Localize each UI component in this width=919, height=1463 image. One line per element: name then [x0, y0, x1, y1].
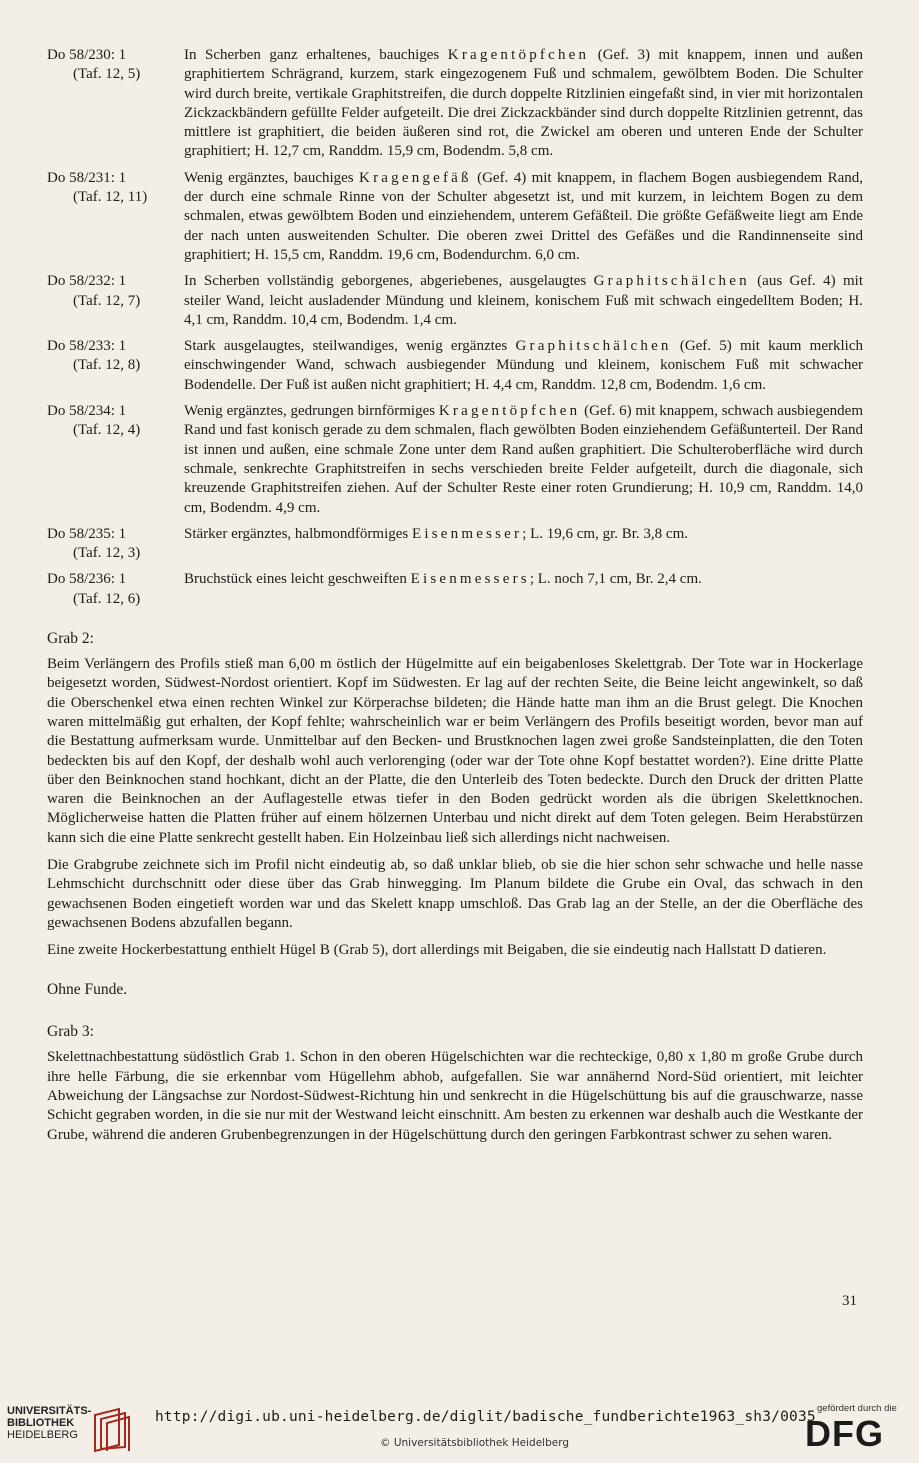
plate-reference: (Taf. 12, 11): [73, 189, 148, 206]
catalogue-entry: [47, 525, 863, 564]
catalogue-entry: [47, 272, 863, 330]
catalogue-number: Do 58/231: 1 (Taf. 12, 11): [47, 169, 184, 265]
grab-2-paragraph: Eine zweite Hockerbestattung enthielt Hügel B (Grab 5), dort allerdings mit Beigaben, die sie eindeutig nach Hallstatt D datieren.: [47, 942, 827, 959]
page-number: 31: [842, 1293, 857, 1309]
entry-description: Wenig ergänztes, bauchiges Kragengefäß (Gef. 4) mit knappem, in flachem Bogen ausbiegendem Rand, der durch eine schmale Rinne von der Schulter abgesetzt ist, und mit kurzem, in leichtem Bogen zu dem schmalen, etwas gewölbtem Boden und einziehendem, unterem Gefäßteil. Die größte Gefäßweite liegt am Ende der nach unten ausweitenden Schulter. Die oberen zwei Drittel des Gefäßes und die Randinnenseite sind graphitiert; H. 15,5 cm, Randdm. 19,6 cm, Bodendurchm. 6,0 cm.: [184, 169, 864, 263]
grab-3-paragraph: Skelettnachbestattung südöstlich Grab 1. Schon in den oberen Hügelschichten war die rechteckige, 0,80 x 1,80 m große Grube durch ihre helle Färbung, die sie erkennbar vom Hügellehm abhob, aufgefallen. Sie war annähernd Nord-Süd orientiert, mit leichter Abweichung der Längsachse zur Nordost-Südwest-Richtung hin und senkrecht in die Hügelschüttung bis auf die grauschwarze, nasse Schicht gegraben worden, in die sie nur mit der Westwand leicht einschnitt. Am besten zu erkennen war deshalb auch die Westkante der Grube, während die anderen Grubenbegrenzungen in der Hügelschüttung durch den geringen Farbkontrast schwer zu sehen waren.: [47, 1049, 863, 1143]
catalogue-entry: [47, 402, 863, 518]
object-name: Kragengefäß: [359, 169, 472, 186]
plate-reference: (Taf. 12, 3): [73, 545, 141, 562]
catalogue-number: Do 58/234: 1 (Taf. 12, 4): [47, 402, 184, 518]
object-name: Eisenmessers: [410, 571, 530, 588]
grab-2-paragraph: Beim Verlängern des Profils stieß man 6,00 m östlich der Hügelmitte auf ein beigabenloses Skelettgrab. Der Tote war in Hockerlage beigesetzt worden, Südwest-Nordost orientiert. Kopf im Südwesten. Er lag auf der rechten Seite, die Beine leicht angewinkelt, so daß die Oberschenkel etwa einen rechten Winkel zur Körperachse bildeten; die Hände hatte man ihm an die Brust gelegt. Die Knochen waren mittelmäßig gut erhalten, der Kopf fehlte; wahrscheinlich war er beim Verlängern des Profils beseitigt worden, bevor man auf die Bestattung aufmerksam wurde. Unmittelbar auf den Becken- und Brustknochen lagen zwei große Sandsteinplatten, die den Toten bedeckten bis auf den Kopf, der deshalb wohl auch verlorenging (oder war der Tote ohne Kopf bestattet worden?). Eine dritte Platte über den Beinknochen stand hochkant, dicht an der Platte, die den Unterleib des Toten bedeckte. Durch den Druck der dritten Platte waren die Beinknochen an der Auflagestelle etwas tiefer in den Boden gedrückt worden als die übrigen Skelettknochen. Möglicherweise hatten die Platten früher auf einem hölzernen Unterbau und nicht direkt auf dem Toten gelegen. Beim Herabstürzen kann sich die eine Platte senkrecht gestellt haben. Ein Holzeinbau ließ sich allerdings nicht nachweisen.: [47, 656, 863, 846]
object-name: Graphitschälchen: [593, 273, 750, 290]
catalogue-entry: [47, 46, 863, 162]
library-name: UNIVERSITÄTS- BIBLIOTHEK HEIDELBERG: [7, 1405, 92, 1441]
catalogue-number: Do 58/236: 1 (Taf. 12, 6): [47, 570, 184, 609]
plate-reference: (Taf. 12, 4): [73, 422, 141, 439]
plate-reference: (Taf. 12, 5): [73, 66, 141, 83]
catalogue-entries: [47, 46, 863, 609]
object-name: Graphitschälchen: [515, 338, 672, 355]
object-name: Eisenmesser: [412, 525, 523, 542]
catalogue-entry: [47, 337, 863, 395]
entry-description: Bruchstück eines leicht geschweiften Eisenmessers; L. noch 7,1 cm, Br. 2,4 cm.: [184, 571, 702, 588]
entry-description: Stärker ergänztes, halbmondförmiges Eisenmesser; L. 19,6 cm, gr. Br. 3,8 cm.: [184, 525, 689, 542]
plate-reference: (Taf. 12, 8): [73, 357, 141, 374]
catalogue-number: Do 58/233: 1 (Taf. 12, 8): [47, 337, 184, 395]
catalogue-entry: [47, 570, 863, 609]
entry-description: In Scherben vollständig geborgenes, abgeriebenes, ausgelaugtes Graphitschälchen (aus Gef. 4) mit steiler Wand, leicht ausladender Mündung und kleinem, konischem Fuß mit schwach eingedelltem Boden; H. 4,1 cm, Randdm. 10,4 cm, Bodendm. 1,4 cm.: [184, 273, 863, 328]
catalogue-number: Do 58/232: 1 (Taf. 12, 7): [47, 272, 184, 330]
catalogue-entry: [47, 169, 863, 265]
entry-description: Wenig ergänztes, gedrungen birnförmiges Kragentöpfchen (Gef. 6) mit knappem, schwach ausbiegendem Rand und fast konisch gerade zu dem schmalen, flach gewölbten Boden einziehendem Gefäßunterteil. Der Rand ist innen und außen, eine schmale Zone unter dem Rand außen graphitiert. Die Schulteroberfläche wird durch schmale, senkrechte Graphitstreifen in sechs verschieden breite Felder aufgeteilt, durch die diagonale, sich kreuzende Graphitstreifen ziehen. Auf der Schulter Reste einer roten Grundierung; H. 10,9 cm, Randdm. 14,0 cm, Bodendm. 4,9 cm.: [184, 403, 863, 516]
dfg-wordmark: DFG: [805, 1413, 884, 1454]
dfg-logo[interactable]: [805, 1403, 905, 1452]
no-finds-note: Ohne Funde.: [47, 981, 128, 999]
object-name: Kragentöpfchen: [447, 47, 590, 63]
library-logo[interactable]: [7, 1405, 137, 1455]
permalink-url[interactable]: http://digi.ub.uni-heidelberg.de/diglit/badische_fundberichte1963_sh3/0035: [155, 1409, 816, 1425]
catalogue-number: Do 58/230: 1 (Taf. 12, 5): [47, 46, 184, 162]
plate-reference: (Taf. 12, 7): [73, 292, 141, 309]
page-content: [47, 46, 863, 1153]
entry-description: Stark ausgelaugtes, steilwandiges, wenig ergänztes Graphitschälchen (Gef. 5) mit kaum merklich einschwingender Wand, schwach ausbiegender Mündung und kleinem, konischem Fuß mit schwacher Bodendelle. Der Fuß ist außen nicht graphitiert; H. 4,4 cm, Randdm. 12,8 cm, Bodendm. 1,6 cm.: [184, 338, 863, 393]
library-emblem-icon: [89, 1405, 133, 1455]
grab-2-paragraph: Die Grabgrube zeichnete sich im Profil nicht eindeutig ab, so daß unklar blieb, ob sie die hier schon sehr schwache und helle nasse Lehmschicht durchschnitt oder diese über das Grab hinwegging. Im Planum bildete die Grube ein Oval, das schwach in den gewachsenen Boden eingetieft worden war und das Skelett knapp umschloß. Das Grab lag an der Stelle, an der die Oberfläche des gewachsenen Bodens abzufallen begann.: [47, 856, 863, 931]
plate-reference: (Taf. 12, 6): [73, 590, 141, 607]
funded-by-label: gefördert durch die: [817, 1403, 897, 1414]
digitization-footer: [0, 1393, 919, 1463]
object-name: Kragentöpfchen: [438, 403, 581, 420]
copyright-notice: © Universitätsbibliothek Heidelberg: [380, 1437, 570, 1449]
catalogue-number: Do 58/235: 1 (Taf. 12, 3): [47, 525, 184, 564]
grab-2-heading: Grab 2:: [47, 630, 94, 648]
entry-description: In Scherben ganz erhaltenes, bauchiges Kragentöpfchen (Gef. 3) mit knappem, innen und außen graphitiertem Schrägrand, kurzem, stark eingezogenem Fuß und schmalem, gewölbtem Boden. Die Schulter wird durch breite, vertikale Graphitstreifen, die durch doppelte Ritzlinien eingefaßt sind, in vier mit horizontalen Zickzackbändern gefüllte Felder aufgeteilt. Die drei Zickzackbänder sind durch doppelte Ritzlinien getrennt, das mittlere ist graphitiert, die beiden äußeren sind rot, die Zwickel am oberen und unteren Ende der Schulter graphitiert; H. 12,7 cm, Randdm. 15,9 cm, Bodendm. 5,8 cm.: [184, 47, 863, 160]
grab-3-heading: Grab 3:: [47, 1023, 94, 1041]
